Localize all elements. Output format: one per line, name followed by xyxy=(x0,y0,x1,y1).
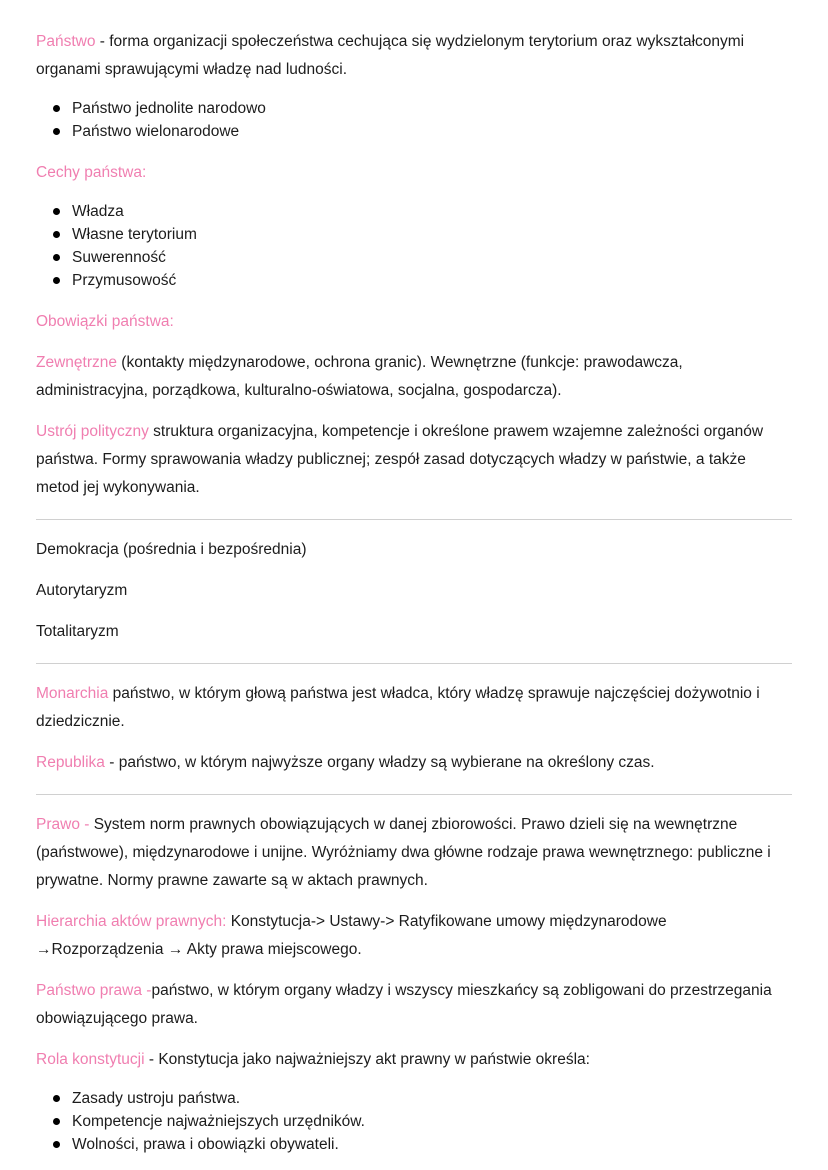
text-paragraph xyxy=(36,577,792,605)
highlighted-term: Państwo prawa - xyxy=(36,982,152,999)
term-paragraph xyxy=(36,749,792,777)
body-text: Totalitaryzm xyxy=(36,623,119,640)
section-divider xyxy=(36,794,792,795)
bullet-item: Państwo jednolite narodowo xyxy=(36,97,792,120)
bullet-item: Własne terytorium xyxy=(36,223,792,246)
body-text: Demokracja (pośrednia i bezpośrednia) xyxy=(36,541,307,558)
bullet-item: Państwo wielonarodowe xyxy=(36,120,792,143)
section-divider xyxy=(36,663,792,664)
highlighted-term: Republika xyxy=(36,754,105,771)
bullet-item: Władza xyxy=(36,200,792,223)
bullet-list xyxy=(36,200,792,292)
body-text: (kontakty międzynarodowe, ochrona granic). Wewnętrzne (funkcje: prawodawcza, administracyjna, porządkowa, kulturalno-oświatowa, socjalna, gospodarcza). xyxy=(36,354,683,399)
term-paragraph xyxy=(36,1046,792,1074)
bullet-list xyxy=(36,97,792,143)
highlighted-term: Obowiązki państwa: xyxy=(36,313,174,330)
bullet-list xyxy=(36,1087,792,1156)
term-paragraph xyxy=(36,28,792,84)
highlighted-term: Rola konstytucji xyxy=(36,1051,145,1068)
term-paragraph xyxy=(36,418,792,502)
term-paragraph xyxy=(36,680,792,736)
bullet-item: Kompetencje najważniejszych urzędników. xyxy=(36,1110,792,1133)
text-paragraph xyxy=(36,536,792,564)
highlighted-term: Państwo xyxy=(36,33,96,50)
body-text: Autorytaryzm xyxy=(36,582,128,599)
text-paragraph xyxy=(36,618,792,646)
document-content xyxy=(36,28,792,1156)
body-text: System norm prawnych obowiązujących w danej zbiorowości. Prawo dzieli się na wewnętrzne (państwowe), międzynarodowe i unijne. Wyróżniamy dwa główne rodzaje prawa wewnętrznego: publiczne i prywatne. Normy prawne zawarte są w aktach prawnych. xyxy=(36,816,771,889)
body-text: Konstytucja-> Ustawy-> Ratyfikowane umowy międzynarodowe →Rozporządzenia → Akty prawa miejscowego. xyxy=(36,913,667,958)
term-paragraph xyxy=(36,811,792,895)
highlighted-term: Ustrój polityczny xyxy=(36,423,149,440)
highlighted-term: Zewnętrzne xyxy=(36,354,117,371)
body-text: - Konstytucja jako najważniejszy akt prawny w państwie określa: xyxy=(144,1051,590,1068)
highlighted-term: Hierarchia aktów prawnych: xyxy=(36,913,227,930)
bullet-item: Wolności, prawa i obowiązki obywateli. xyxy=(36,1133,792,1156)
highlighted-term: Monarchia xyxy=(36,685,109,702)
term-paragraph xyxy=(36,977,792,1033)
highlighted-term: Cechy państwa: xyxy=(36,164,147,181)
body-text: państwo, w którym głową państwa jest władca, który władzę sprawuje najczęściej dożywotnio i dziedzicznie. xyxy=(36,685,760,730)
body-text: - forma organizacji społeczeństwa cechująca się wydzielonym terytorium oraz wykształconymi organami sprawującymi władzę nad ludności. xyxy=(36,33,745,78)
term-paragraph xyxy=(36,349,792,405)
bullet-item: Przymusowość xyxy=(36,269,792,292)
highlighted-term: Prawo - xyxy=(36,816,90,833)
body-text: państwo, w którym organy władzy i wszyscy mieszkańcy są zobligowani do przestrzegania obowiązującego prawa. xyxy=(36,982,772,1027)
body-text: struktura organizacyjna, kompetencje i określone prawem wzajemne zależności organów państwa. Formy sprawowania władzy publicznej; zespół zasad dotyczących władzy w państwie, a także metod jej wykonywania. xyxy=(36,423,764,496)
term-paragraph xyxy=(36,159,792,187)
term-paragraph xyxy=(36,308,792,336)
term-paragraph xyxy=(36,908,792,964)
bullet-item: Zasady ustroju państwa. xyxy=(36,1087,792,1110)
section-divider xyxy=(36,519,792,520)
body-text: - państwo, w którym najwyższe organy władzy są wybierane na określony czas. xyxy=(104,754,655,771)
bullet-item: Suwerenność xyxy=(36,246,792,269)
